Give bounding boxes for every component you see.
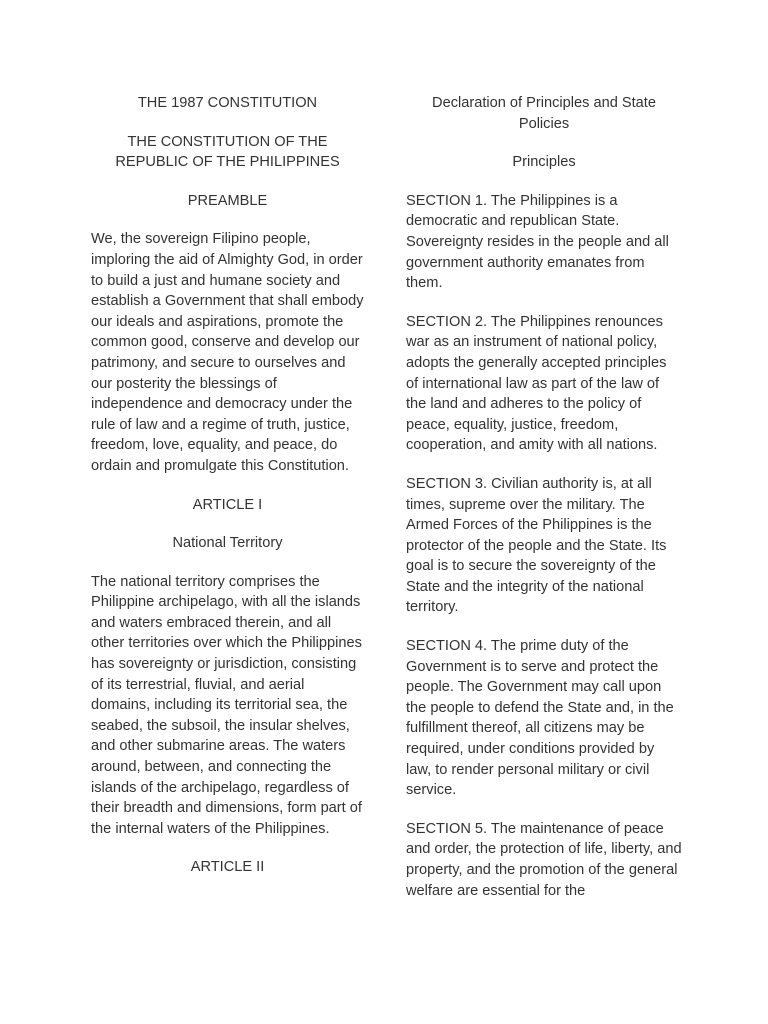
preamble-heading: PREAMBLE [187,192,268,209]
preamble-text: We, the sovereign Filipino people, imploring the aid of Almighty God, in order to build a just and humane society and establish a Government that shall embody our ideals and aspirations, promote the common good, conserve and develop our patrimony, and secure to ourselves and our posterity the blessings of independence and democracy under the rule of law and a regime of truth, justice, freedom, love, equality, and peace, do ordain and promulgate this Constitution. [91,231,364,474]
article-1-heading: ARTICLE I [192,496,263,513]
article-2-heading: ARTICLE II [190,859,265,876]
section-1-text: SECTION 1. The Philippines is a democratic and republican State. Sovereignty resides in the people and all government authority emanates from them. [406,192,669,292]
document-subtitle: THE CONSTITUTION OF THE REPUBLIC OF THE PHILIPPINES [115,133,340,171]
right-column [406,93,682,919]
section-4-text: SECTION 4. The prime duty of the Government is to serve and protect the people. The Government may call upon the people to defend the State and, in the fulfillment thereof, all citizens may be required, under conditions provided by law, to render personal military or civil service. [406,638,674,799]
left-column [91,93,364,896]
principles-heading: Principles [512,154,576,171]
article-1-title: National Territory [172,535,283,552]
article-1-text: The national territory comprises the Philippine archipelago, with all the islands and waters embraced therein, and all other territories over which the Philippines has sovereignty or jurisdiction, consisting of its terrestrial, fluvial, and aerial domains, including its territorial sea, the seabed, the subsoil, the insular shelves, and other submarine areas. The waters around, between, and connecting the islands of the archipelago, regardless of their breadth and dimensions, form part of the internal waters of the Philippines. [91,573,362,837]
section-2-text: SECTION 2. The Philippines renounces war as an instrument of national policy, adopts the generally accepted principles of international law as part of the law of the land and adheres to the policy of peace, equality, justice, freedom, cooperation, and amity with all nations. [406,313,667,454]
section-3-text: SECTION 3. Civilian authority is, at all times, supreme over the military. The Armed Forces of the Philippines is the protector of the people and the State. Its goal is to secure the sovereignty of the State and the integrity of the national territory. [406,475,667,616]
document-title: THE 1987 CONSTITUTION [137,95,318,111]
section-5-text: SECTION 5. The maintenance of peace and order, the protection of life, liberty, and property, and the promotion of the general welfare are essential for the [406,820,682,899]
article-2-title: Declaration of Principles and State Policies [432,95,656,132]
